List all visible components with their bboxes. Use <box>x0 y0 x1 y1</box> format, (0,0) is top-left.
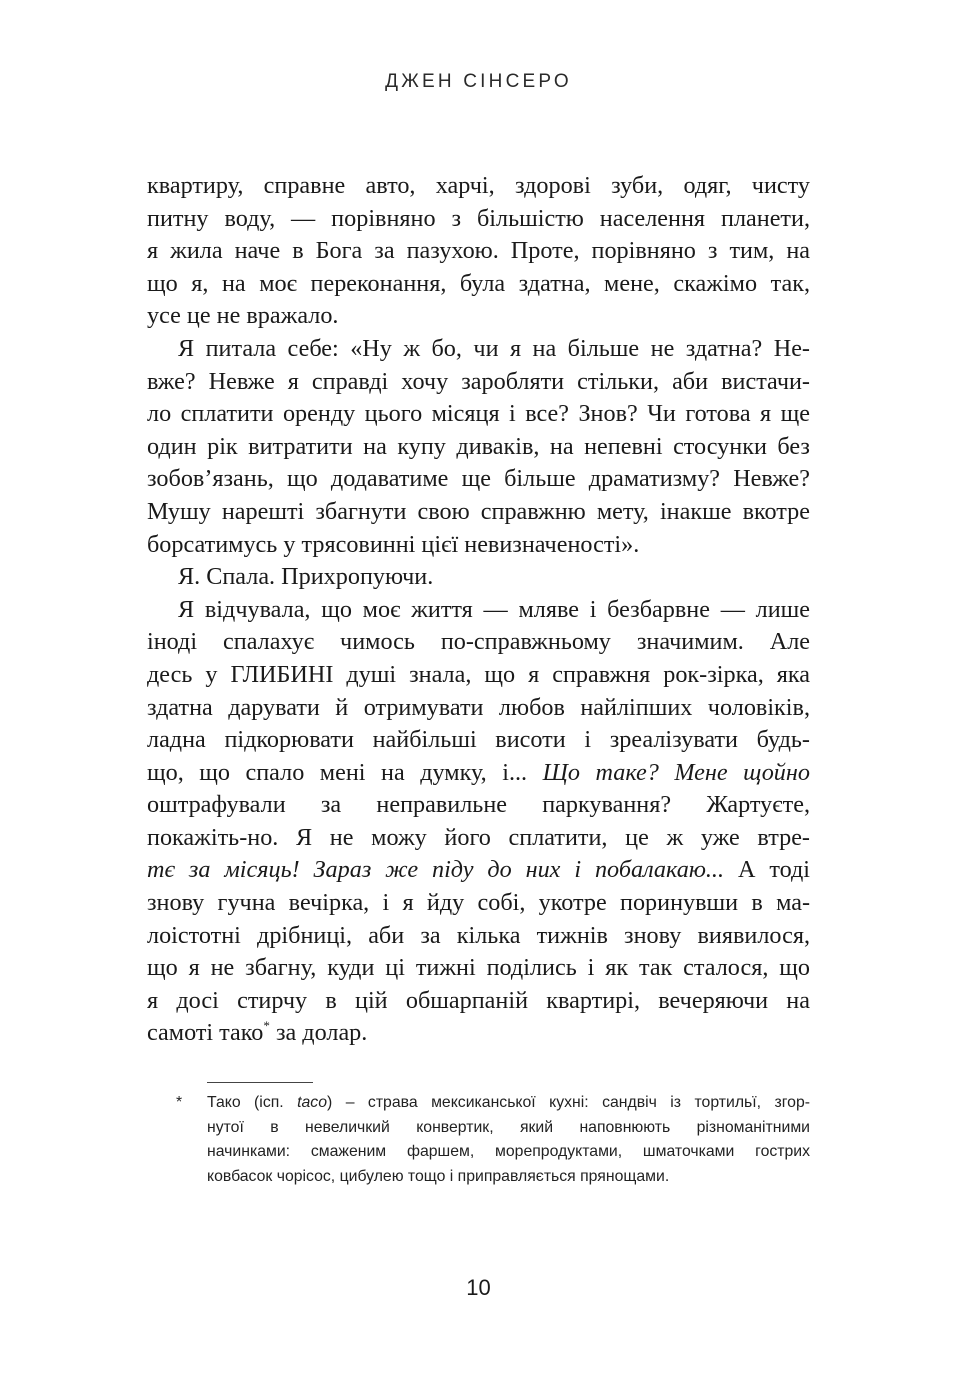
body-text <box>147 170 810 1050</box>
text-line: що я, на моє переконання, була здатна, мене, скажімо так, <box>147 269 810 297</box>
text-line: іноді спалахує чимось по-справжньому значимим. Але <box>147 628 810 656</box>
text-segment: Тако (ісп. <box>207 1094 284 1111</box>
text-line: здатна дарувати й отримувати любов найліпших чоловіків, <box>147 693 810 721</box>
footnote-mark: * <box>176 1094 183 1111</box>
text-segment: що, що спало мені на думку, і... <box>147 758 528 786</box>
text-line: я жила наче в Бога за пазухою. Проте, порівняно з тим, на <box>147 237 810 265</box>
text-line: десь у ГЛИБИНІ душі знала, що я справжня рок-зірка, яка <box>147 660 810 688</box>
text-line: Я. Спала. Прихропуючи. <box>178 563 434 591</box>
text-line: питну воду, — порівняно з більшістю населення планети, <box>147 204 810 232</box>
text-line: усе це не вражало. <box>147 302 339 330</box>
footnote-reference[interactable]: * <box>263 1018 270 1034</box>
text-line <box>147 757 810 790</box>
text-line: один рік витратити на купу диваків, на непевні стосунки без <box>147 432 810 460</box>
text-line: ло сплатити оренду цього місяця і все? Знов? Чи готова я ще <box>147 400 810 428</box>
text-line: Мушу нарешті збагнути свою справжню мету, інакше вкотре <box>147 497 810 525</box>
text-line: лоістотні дрібниці, аби за кілька тижнів знову виявилося, <box>147 921 810 949</box>
text-line: ладна підкорювати найбільші висоти і зреалізувати будь- <box>147 726 810 754</box>
text-segment: А тоді <box>737 856 811 884</box>
text-line: борсатимусь у трясовинні цієї невизначеності». <box>147 530 640 558</box>
text-line: я досі стирчу в цій обшарпаній квартирі, вечеряючи на <box>147 986 810 1014</box>
footnote <box>176 1091 810 1189</box>
text-line: Я питала себе: «Ну ж бо, чи я на більше не здатна? Не- <box>178 334 810 362</box>
italic-line: оштрафували за неправильне паркування? Жартуєте, <box>147 791 810 819</box>
text-line: квартиру, справне авто, харчі, здорові зуби, одяг, чисту <box>147 172 810 199</box>
text-line: знову гучна вечірка, і я йду собі, укотре поринувши в ма- <box>147 889 810 917</box>
footnote-line: начинками: смаженим фаршем, морепродуктами, шматочками гострих <box>207 1143 810 1161</box>
text-line: Я відчувала, що моє життя — мляве і безбарвне — лише <box>178 595 810 623</box>
running-head: ДЖЕН СІНСЕРО <box>385 71 572 92</box>
text-segment: за долар. <box>275 1019 368 1047</box>
page-number: 10 <box>466 1275 491 1300</box>
text-line <box>147 1017 810 1050</box>
italic-segment: taco <box>297 1094 327 1111</box>
footnote-line <box>207 1091 810 1116</box>
text-line: що я не збагну, куди ці тижні поділись і як так сталося, що <box>147 954 810 982</box>
text-line: вже? Невже я справді хочу заробляти стільки, аби вистачи- <box>147 367 810 395</box>
text-segment: самоті тако <box>147 1019 264 1047</box>
text-line <box>147 854 810 887</box>
footnote-divider <box>207 1082 313 1083</box>
text-segment: ) – страва мексиканської кухні: сандвіч із тортильї, згор- <box>326 1094 810 1111</box>
footnote-line: нутої в невеличкий конвертик, який наповнюють різноманітними <box>207 1118 810 1136</box>
footnote-line: ковбасок чорісос, цибулею тощо і приправляється прянощами. <box>207 1167 670 1185</box>
italic-segment: Що таке? Мене щойно <box>542 758 810 786</box>
text-line: зобов’язань, що додаватиме ще більше драматизму? Невже? <box>147 465 810 493</box>
italic-segment: тє за місяць! Зараз же піду до них і побалакаю... <box>147 856 725 884</box>
italic-line: покажіть-но. Я не можу його сплатити, це ж уже втре- <box>147 823 810 851</box>
